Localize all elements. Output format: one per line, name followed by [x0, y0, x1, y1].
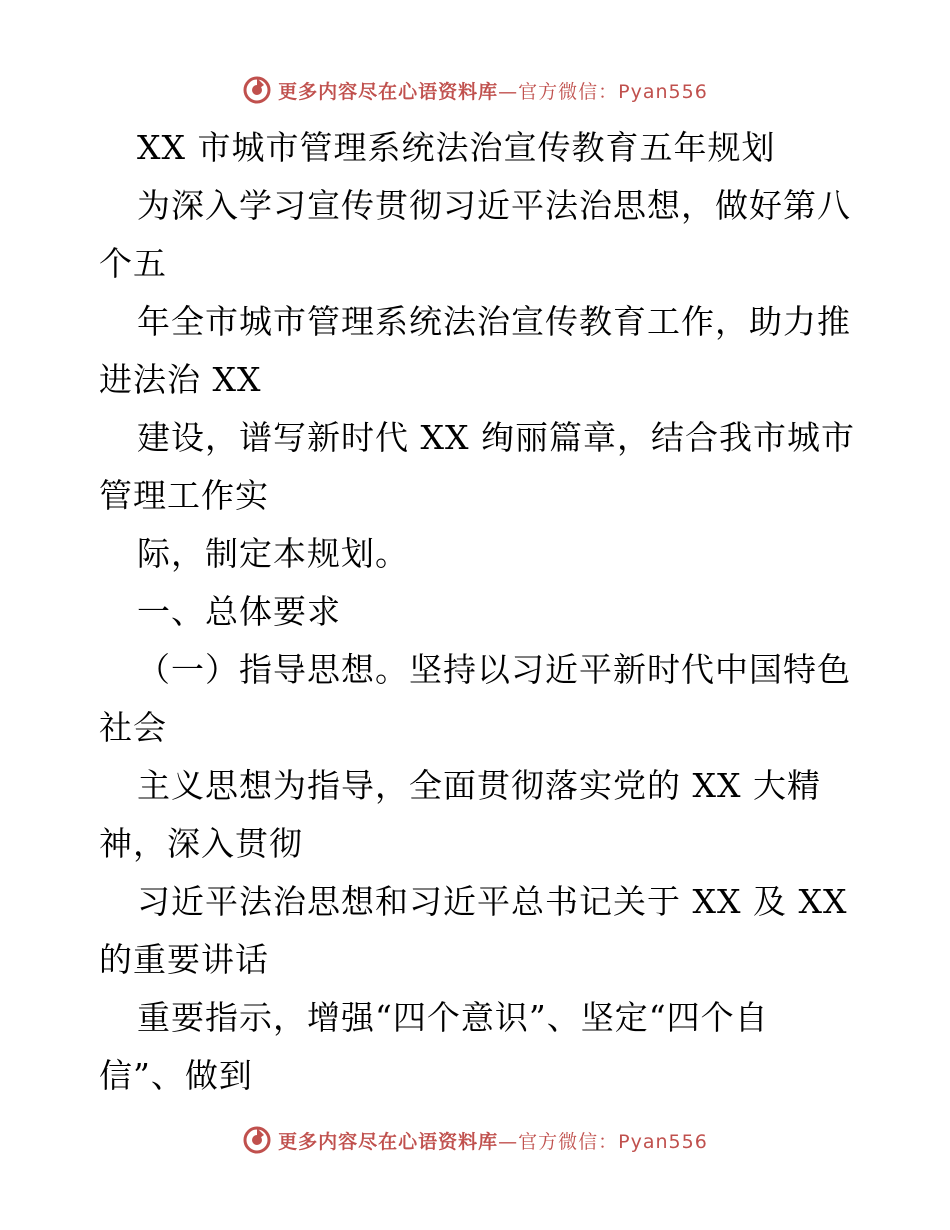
paragraph-line: 为深入学习宣传贯彻习近平法治思想，做好第八 — [137, 186, 851, 225]
paragraph-line: 主义思想为指导，全面贯彻落实党的 XX 大精 — [137, 766, 821, 805]
footer-banner — [0, 1120, 950, 1160]
document-body — [0, 118, 950, 1108]
header-banner — [0, 70, 950, 110]
paragraph-line: 神，深入贯彻 — [99, 824, 303, 863]
paragraph-line: 际，制定本规划。 — [137, 534, 409, 573]
paragraph-line: 进法治 XX — [99, 360, 262, 399]
paragraph-line: 社会 — [99, 708, 167, 747]
paragraph-line: 的重要讲话 — [99, 940, 269, 979]
paragraph-line: （一）指导思想。坚持以习近平新时代中国特色 — [137, 650, 851, 689]
banner-wechat: —官方微信：Pyan556 — [498, 80, 708, 103]
paragraph-line: 个五 — [99, 244, 167, 283]
paragraph-line: 信”、做到 — [99, 1056, 253, 1095]
banner-title: 更多内容尽在心语资料库 — [278, 80, 499, 103]
paragraph-line: 管理工作实 — [99, 476, 269, 515]
library-logo-icon — [242, 75, 272, 105]
section-heading: 一、总体要求 — [137, 592, 341, 631]
paragraph-line: 习近平法治思想和习近平总书记关于 XX 及 XX — [137, 882, 848, 921]
document-title: XX 市城市管理系统法治宣传教育五年规划 — [137, 128, 776, 167]
paragraph-line: 年全市城市管理系统法治宣传教育工作，助力推 — [137, 302, 851, 341]
banner-wechat: —官方微信：Pyan556 — [498, 1130, 708, 1153]
banner-text — [278, 1127, 708, 1154]
library-logo-icon — [242, 1125, 272, 1155]
banner-title: 更多内容尽在心语资料库 — [278, 1130, 499, 1153]
paragraph-line: 重要指示，增强“四个意识”、坚定“四个自 — [137, 998, 769, 1037]
paragraph-line: 建设，谱写新时代 XX 绚丽篇章，结合我市城市 — [137, 418, 855, 457]
banner-text — [278, 77, 708, 104]
